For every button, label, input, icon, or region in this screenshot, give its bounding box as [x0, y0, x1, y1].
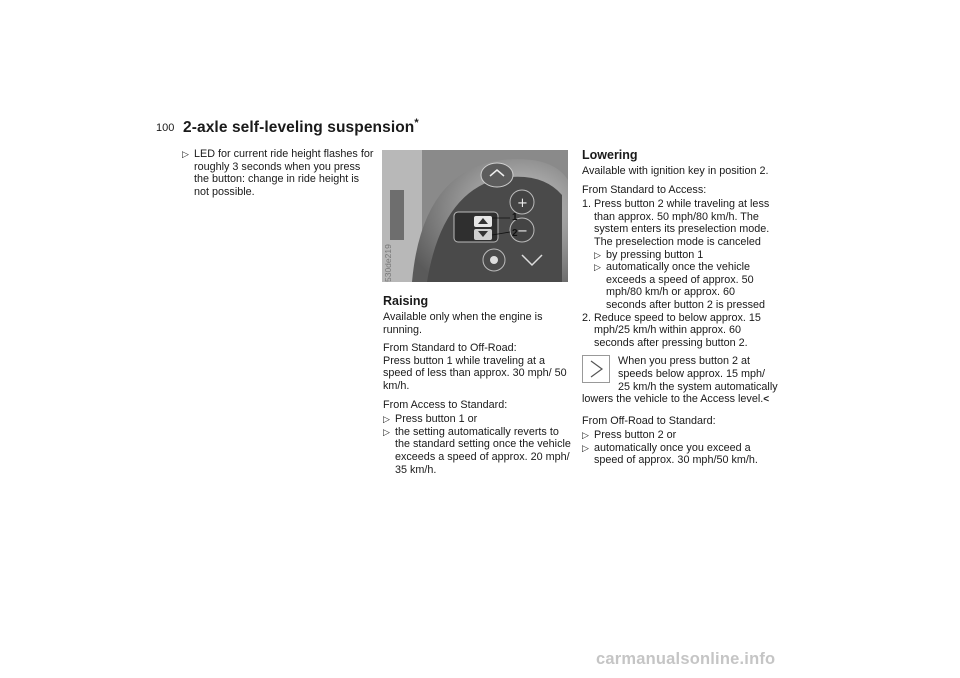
raising-heading: Raising [383, 294, 429, 308]
step-2-number: 2. [582, 311, 592, 324]
step-1-text: Press button 2 while traveling at less than approx. 50 mph/80 km/h. The system enters its preselection mode. The preselection mode is canceled [594, 198, 770, 248]
figure-code: 530de219 [383, 244, 393, 282]
raising-access-label: From Access to Standard: [383, 398, 508, 411]
note-arrow-icon-glyph [583, 356, 609, 382]
optional-equipment-mark: * [414, 117, 419, 129]
end-mark: < [763, 394, 770, 406]
lowering-heading: Lowering [582, 148, 638, 162]
raising-off-road [383, 342, 575, 392]
page-title-text: 2-axle self-leveling suspension [183, 119, 415, 137]
callout-1: 1 [512, 212, 518, 223]
lowering-step-1 [582, 198, 778, 311]
raising-intro: Available only when the engine is running. [383, 311, 543, 336]
step-1-number: 1. [582, 198, 592, 211]
raising-bullet-1: ▷ Press button 1 or [383, 413, 575, 426]
column-1 [182, 148, 377, 198]
raising-off-road-label: From Standard to Off-Road: [383, 342, 517, 355]
svg-text:+: + [517, 196, 528, 211]
lowering-bullet-1: ▷ Press button 2 or [582, 429, 778, 442]
raising-off-road-text: Press button 1 while traveling at a speed of less than approx. 30 mph/ 50 km/h. [383, 354, 567, 392]
column-2 [383, 294, 575, 476]
page-title [183, 117, 419, 137]
led-bullet: ▷ LED for current ride height flashes for roughly 3 seconds when you press the button: change in ride height is not possible. [182, 148, 377, 198]
watermark: carmanualsonline.info [596, 650, 776, 668]
raising-bullet-2: ▷ the setting automatically reverts to the standard setting once the vehicle exceeds a speed of approx. 20 mph/ 35 km/h. [383, 426, 575, 476]
lowering-step-2 [582, 312, 778, 350]
lowering-standard-label: From Standard to Access: [582, 183, 707, 196]
lowering-note [582, 355, 778, 406]
steering-wheel-buttons-image [382, 150, 568, 282]
page-number: 100 [156, 122, 175, 134]
step-1-sub-2: ▷ automatically once the vehicle exceeds a speed of approx. 50 mph/80 km/h or approx. 60 seconds after button 2 is pressed [594, 261, 778, 311]
callout-2: 2 [512, 228, 518, 239]
note-text: When you press button 2 at speeds below approx. 15 mph/ 25 km/h the system automatically lowers the vehicle to the Access level. [582, 355, 778, 406]
column-3 [582, 148, 778, 467]
step-1-sub-1: ▷ by pressing button 1 [594, 249, 778, 262]
lowering-bullet-2: ▷ automatically once you exceed a speed of approx. 30 mph/50 km/h. [582, 442, 778, 467]
lowering-intro: Available with ignition key in position 2. [582, 165, 769, 177]
note-arrow-icon [582, 355, 610, 383]
lowering-off-road-label: From Off-Road to Standard: [582, 414, 716, 427]
steering-wheel-illustration [382, 150, 568, 282]
step-2-text: Reduce speed to below approx. 15 mph/25 km/h within approx. 60 seconds after pressing button 2. [594, 311, 761, 349]
svg-text:−: − [517, 224, 528, 239]
